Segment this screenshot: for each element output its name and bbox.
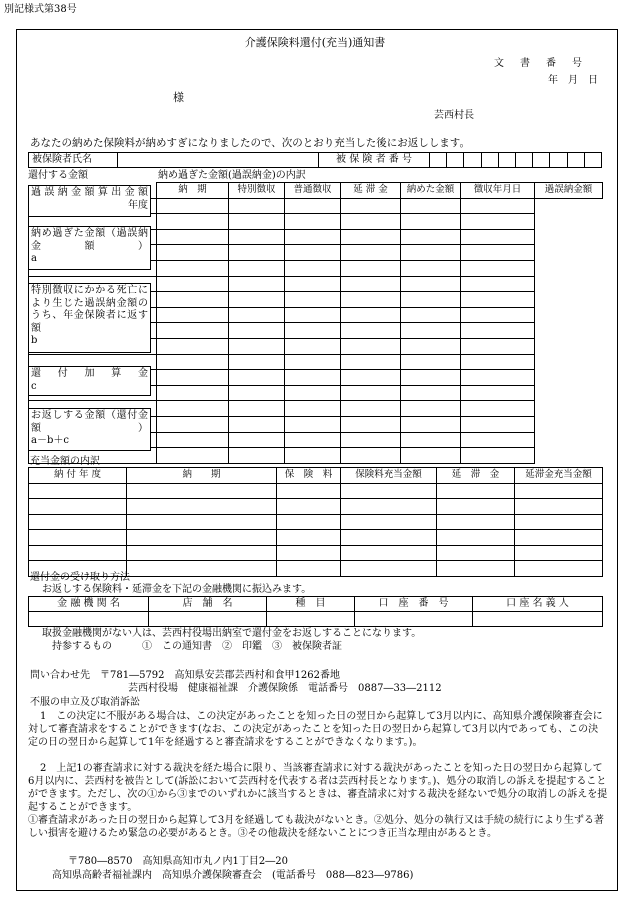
overpaid-cell[interactable]	[229, 276, 285, 292]
contact-line-1: 問い合わせ先 〒781―5792 高知県安芸郡芸西村和食甲1262番地	[30, 670, 340, 681]
overpaid-cell[interactable]	[401, 354, 461, 370]
overpaid-cell[interactable]	[229, 370, 285, 386]
overpaid-cell[interactable]	[401, 229, 461, 245]
overpaid-cell[interactable]	[401, 370, 461, 386]
overpaid-cell[interactable]	[461, 245, 535, 261]
overpaid-cell[interactable]	[461, 416, 535, 432]
appropriation-cell[interactable]	[341, 499, 437, 515]
review-address-2: 高知県高齢者福祉課内 高知県介護保険審査会 (電話番号 088―823―9786)	[52, 870, 414, 881]
column-header: 特別徴収	[229, 183, 285, 199]
insured-number-digit[interactable]	[498, 153, 515, 168]
addressee-suffix: 様	[173, 91, 184, 104]
overpaid-cell[interactable]	[401, 214, 461, 230]
overpaid-cell[interactable]	[401, 276, 461, 292]
column-header: 種 目	[267, 597, 355, 612]
overpaid-cell[interactable]	[401, 292, 461, 308]
overpaid-cell[interactable]	[157, 432, 229, 448]
overpaid-cell[interactable]	[461, 323, 535, 339]
overpaid-cell[interactable]	[285, 416, 341, 432]
refund-section-label: 還付する金額	[28, 170, 88, 181]
overpaid-cell[interactable]	[285, 432, 341, 448]
overpaid-cell[interactable]	[285, 354, 341, 370]
appropriation-cell[interactable]	[29, 530, 127, 546]
appropriation-cell[interactable]	[341, 561, 437, 577]
insured-number-digit[interactable]	[533, 153, 550, 168]
overpaid-cell[interactable]	[461, 307, 535, 323]
appropriation-cell[interactable]	[437, 499, 515, 515]
overpaid-cell[interactable]	[461, 292, 535, 308]
appropriation-cell[interactable]	[437, 514, 515, 530]
bank-table	[28, 596, 603, 627]
column-header: 普通徴収	[285, 183, 341, 199]
appropriation-cell[interactable]	[29, 545, 127, 561]
column-header: 延滞金充当金額	[515, 468, 603, 484]
overpaid-cell[interactable]	[285, 245, 341, 261]
insured-name-field[interactable]	[118, 153, 319, 168]
overpaid-cell[interactable]	[285, 448, 341, 464]
overpaid-cell[interactable]	[461, 401, 535, 417]
overpaid-cell[interactable]	[157, 229, 229, 245]
column-header: 延 滞 金	[437, 468, 515, 484]
appropriation-cell[interactable]	[437, 483, 515, 499]
overpaid-cell[interactable]	[401, 432, 461, 448]
column-header: 金 融 機 関 名	[29, 597, 149, 612]
appropriation-cell[interactable]	[437, 561, 515, 577]
overpaid-cell[interactable]	[461, 214, 535, 230]
overpaid-cell[interactable]	[229, 448, 285, 464]
overpaid-cell[interactable]	[229, 229, 285, 245]
appeal-paragraph-3: ①審査請求があった日の翌日から起算して3月を経過しても裁決がないとき。②処分、処分の執行又は手続の続行により生ずる著しい損害を避けるため緊急の必要があるとき。③その他裁決を経ないことにつき正当な理由があるとき。	[28, 815, 604, 839]
overpaid-cell[interactable]	[229, 307, 285, 323]
return-amount-label: お返しする金額（還付金額） a－b＋c	[28, 408, 151, 451]
overpaid-cell[interactable]	[401, 416, 461, 432]
overpaid-cell[interactable]	[229, 338, 285, 354]
overpaid-cell[interactable]	[461, 338, 535, 354]
overpaid-cell[interactable]	[229, 214, 285, 230]
appropriation-cell[interactable]	[127, 530, 277, 546]
overpaid-cell[interactable]	[401, 307, 461, 323]
column-header: 納 付 年 度	[29, 468, 127, 484]
column-header: 過誤納金額	[535, 183, 603, 199]
column-header: 延 滞 金	[341, 183, 401, 199]
overpaid-cell[interactable]	[461, 260, 535, 276]
appropriation-cell[interactable]	[277, 499, 341, 515]
bank-name-field[interactable]	[29, 612, 149, 627]
appropriation-cell[interactable]	[515, 483, 603, 499]
overpaid-cell[interactable]	[157, 385, 229, 401]
overpaid-cell[interactable]	[461, 198, 535, 214]
column-header: 店 舗 名	[149, 597, 267, 612]
overpaid-cell[interactable]	[285, 307, 341, 323]
overpaid-cell[interactable]	[341, 323, 401, 339]
insured-name-table	[28, 152, 602, 168]
contact-line-2: 芸西村役場 健康福祉課 介護保険係 電話番号 0887―33―2112	[128, 683, 442, 694]
overpaid-cell[interactable]	[157, 448, 229, 464]
branch-field[interactable]	[149, 612, 267, 627]
overpaid-cell[interactable]	[229, 245, 285, 261]
appropriation-cell[interactable]	[29, 514, 127, 530]
overpaid-cell[interactable]	[157, 338, 229, 354]
insured-number-digit[interactable]	[430, 153, 447, 168]
column-header: 納 期	[157, 183, 229, 199]
overpaid-cell[interactable]	[401, 245, 461, 261]
date-line: 年 月 日	[548, 75, 598, 86]
overpaid-cell[interactable]	[461, 370, 535, 386]
overpaid-cell[interactable]	[461, 432, 535, 448]
overpaid-cell[interactable]	[285, 323, 341, 339]
overpaid-cell[interactable]	[401, 338, 461, 354]
insured-number-digit[interactable]	[567, 153, 584, 168]
overpaid-cell[interactable]	[461, 448, 535, 464]
base-year-label: 過誤納金額算出金額 年度	[28, 185, 151, 217]
appropriation-cell[interactable]	[277, 483, 341, 499]
overpaid-cell[interactable]	[285, 401, 341, 417]
overpaid-cell[interactable]	[157, 214, 229, 230]
overpaid-cell[interactable]	[285, 338, 341, 354]
overpaid-cell[interactable]	[229, 292, 285, 308]
overpaid-cell[interactable]	[157, 276, 229, 292]
insured-number-digit[interactable]	[481, 153, 498, 168]
appropriation-table	[28, 467, 603, 577]
appeal-paragraph-1: 1 この決定に不服がある場合は、この決定があったことを知った日の翌日から起算して3月以内に、高知県介護保険審査会に対して審査請求をすることができます(なお、この決定があったことを知った日の翌日から起算して3月以内であっても、この決定の日の翌日から起算して1年を経過すると審査請求をすることができなくなります。)。	[28, 711, 603, 748]
insured-number-digit[interactable]	[464, 153, 481, 168]
overpaid-cell[interactable]	[461, 276, 535, 292]
appropriation-cell[interactable]	[437, 545, 515, 561]
appropriation-cell[interactable]	[277, 545, 341, 561]
appropriation-cell[interactable]	[127, 483, 277, 499]
overpaid-cell[interactable]	[341, 338, 401, 354]
overpaid-cell[interactable]	[229, 354, 285, 370]
overpaid-cell[interactable]	[157, 260, 229, 276]
overpaid-cell[interactable]	[401, 385, 461, 401]
review-address-1: 〒780―8570 高知県高知市丸ノ内1丁目2―20	[68, 856, 288, 867]
overpaid-cell[interactable]	[341, 432, 401, 448]
document-title: 介護保険料還付(充当)通知書	[244, 36, 386, 49]
insured-number-label: 被 保 険 者 番 号	[319, 153, 430, 168]
appropriation-cell[interactable]	[515, 530, 603, 546]
overpaid-cell[interactable]	[341, 198, 401, 214]
appropriation-cell[interactable]	[515, 561, 603, 577]
overpaid-cell[interactable]	[341, 260, 401, 276]
appropriation-cell[interactable]	[127, 561, 277, 577]
overpaid-cell[interactable]	[285, 260, 341, 276]
column-header: 保 険 料	[277, 468, 341, 484]
overpaid-cell[interactable]	[285, 385, 341, 401]
appropriation-cell[interactable]	[29, 499, 127, 515]
appeal-paragraph-2: 2 上記1の審査請求に対する裁決を経た場合に限り、当該審査請求に対する裁決があったことを知った日の翌日から起算して6月以内に、芸西村を被告として(訴訟において芸西村を代表する者は芸西村長となります。)、処分の取消しの訴えを提起することができます。ただし、次の①から③までのいずれかに該当するときは、審査請求に対する裁決を経ないで処分の取消しの訴えを提起することができます。	[28, 763, 608, 813]
overpaid-cell[interactable]	[341, 416, 401, 432]
appeal-heading: 不服の申立及び取消訴訟	[30, 697, 140, 708]
column-header: 徴収年月日	[461, 183, 535, 199]
overpaid-cell[interactable]	[229, 260, 285, 276]
insured-number-digit[interactable]	[447, 153, 464, 168]
appropriation-cell[interactable]	[515, 514, 603, 530]
insured-number-digit[interactable]	[584, 153, 601, 168]
overpaid-cell[interactable]	[285, 292, 341, 308]
overpaid-cell[interactable]	[229, 198, 285, 214]
insured-number-digit[interactable]	[515, 153, 532, 168]
overpaid-cell[interactable]	[285, 276, 341, 292]
appropriation-cell[interactable]	[277, 561, 341, 577]
overpaid-cell[interactable]	[341, 354, 401, 370]
appropriation-cell[interactable]	[127, 545, 277, 561]
overpaid-cell[interactable]	[157, 245, 229, 261]
overpaid-cell[interactable]	[157, 370, 229, 386]
overpaid-cell[interactable]	[229, 416, 285, 432]
overpaid-cell[interactable]	[285, 229, 341, 245]
appropriation-cell[interactable]	[437, 530, 515, 546]
overpaid-cell[interactable]	[341, 307, 401, 323]
insured-number-digit[interactable]	[550, 153, 567, 168]
overpaid-amount-label: 納め過ぎた金額（過誤納金額） a	[28, 226, 151, 270]
intro-text: あなたの納めた保険料が納めすぎになりましたので、次のとおり充当した後にお返しします。	[30, 137, 470, 149]
no-bank-text: 取扱金融機関がない人は、芸西村役場出納室で還付金をお返しすることになります。	[42, 628, 422, 639]
overpaid-cell[interactable]	[401, 448, 461, 464]
bring-items-text: 持参するもの ① この通知書 ② 印鑑 ③ 被保険者証	[52, 641, 342, 652]
overpaid-cell[interactable]	[229, 401, 285, 417]
receipt-text: お返しする保険料・延滞金を下記の金融機関に振込みます。	[42, 584, 312, 595]
appropriation-cell[interactable]	[341, 545, 437, 561]
overpaid-cell[interactable]	[157, 323, 229, 339]
overpaid-cell[interactable]	[461, 354, 535, 370]
overpaid-cell[interactable]	[341, 214, 401, 230]
death-refund-label: 特別徴収にかかる死亡により生じた過誤納金額のうち、年金保険者に返す額 b	[28, 283, 151, 353]
refund-addition-label: 還付加算金 c	[28, 366, 151, 396]
overpaid-cell[interactable]	[157, 401, 229, 417]
overpaid-cell[interactable]	[157, 354, 229, 370]
appropriation-cell[interactable]	[277, 514, 341, 530]
insured-name-label: 被保険者氏名	[29, 153, 118, 168]
overpaid-cell[interactable]	[341, 245, 401, 261]
receipt-heading: 還付金の受け取り方法	[30, 572, 130, 583]
form-number-label: 別記様式第38号	[4, 4, 77, 15]
overpaid-cell[interactable]	[229, 323, 285, 339]
appropriation-cell[interactable]	[341, 530, 437, 546]
account-number-field[interactable]	[355, 612, 473, 627]
overpaid-cell[interactable]	[229, 432, 285, 448]
account-holder-field[interactable]	[473, 612, 603, 627]
overpaid-cell[interactable]	[341, 401, 401, 417]
overpaid-cell[interactable]	[341, 448, 401, 464]
overpaid-cell[interactable]	[157, 307, 229, 323]
overpaid-cell[interactable]	[341, 370, 401, 386]
appropriation-cell[interactable]	[127, 499, 277, 515]
overpaid-cell[interactable]	[341, 229, 401, 245]
overpaid-cell[interactable]	[401, 198, 461, 214]
appropriation-cell[interactable]	[277, 530, 341, 546]
issuer-name: 芸西村長	[434, 110, 474, 121]
column-header: 保険料充当金額	[341, 468, 437, 484]
column-header: 納 期	[127, 468, 277, 484]
overpaid-cell[interactable]	[285, 370, 341, 386]
column-header: 口 座 番 号	[355, 597, 473, 612]
appropriation-cell[interactable]	[29, 483, 127, 499]
column-header: 口 座 名 義 人	[473, 597, 603, 612]
overpaid-cell[interactable]	[157, 292, 229, 308]
overpaid-cell[interactable]	[341, 292, 401, 308]
column-header: 納めた金額	[401, 183, 461, 199]
overpaid-cell[interactable]	[229, 385, 285, 401]
appropriation-section-label: 充当金額の内訳	[30, 456, 100, 467]
appropriation-cell[interactable]	[515, 499, 603, 515]
overpaid-cell[interactable]	[401, 323, 461, 339]
overpaid-cell[interactable]	[401, 401, 461, 417]
appropriation-cell[interactable]	[341, 483, 437, 499]
document-number-label: 文書番号	[494, 58, 598, 69]
overpaid-cell[interactable]	[285, 214, 341, 230]
overpaid-cell[interactable]	[157, 198, 229, 214]
overpaid-cell[interactable]	[341, 276, 401, 292]
appropriation-cell[interactable]	[127, 514, 277, 530]
overpaid-cell[interactable]	[157, 416, 229, 432]
overpaid-cell[interactable]	[341, 385, 401, 401]
appropriation-cell[interactable]	[341, 514, 437, 530]
overpaid-cell[interactable]	[401, 260, 461, 276]
overpaid-cell[interactable]	[285, 198, 341, 214]
account-type-field[interactable]	[267, 612, 355, 627]
overpaid-cell[interactable]	[461, 229, 535, 245]
appropriation-cell[interactable]	[515, 545, 603, 561]
overpaid-section-label: 納め過ぎた金額(過誤納金)の内訳	[158, 170, 306, 181]
overpaid-cell[interactable]	[461, 385, 535, 401]
